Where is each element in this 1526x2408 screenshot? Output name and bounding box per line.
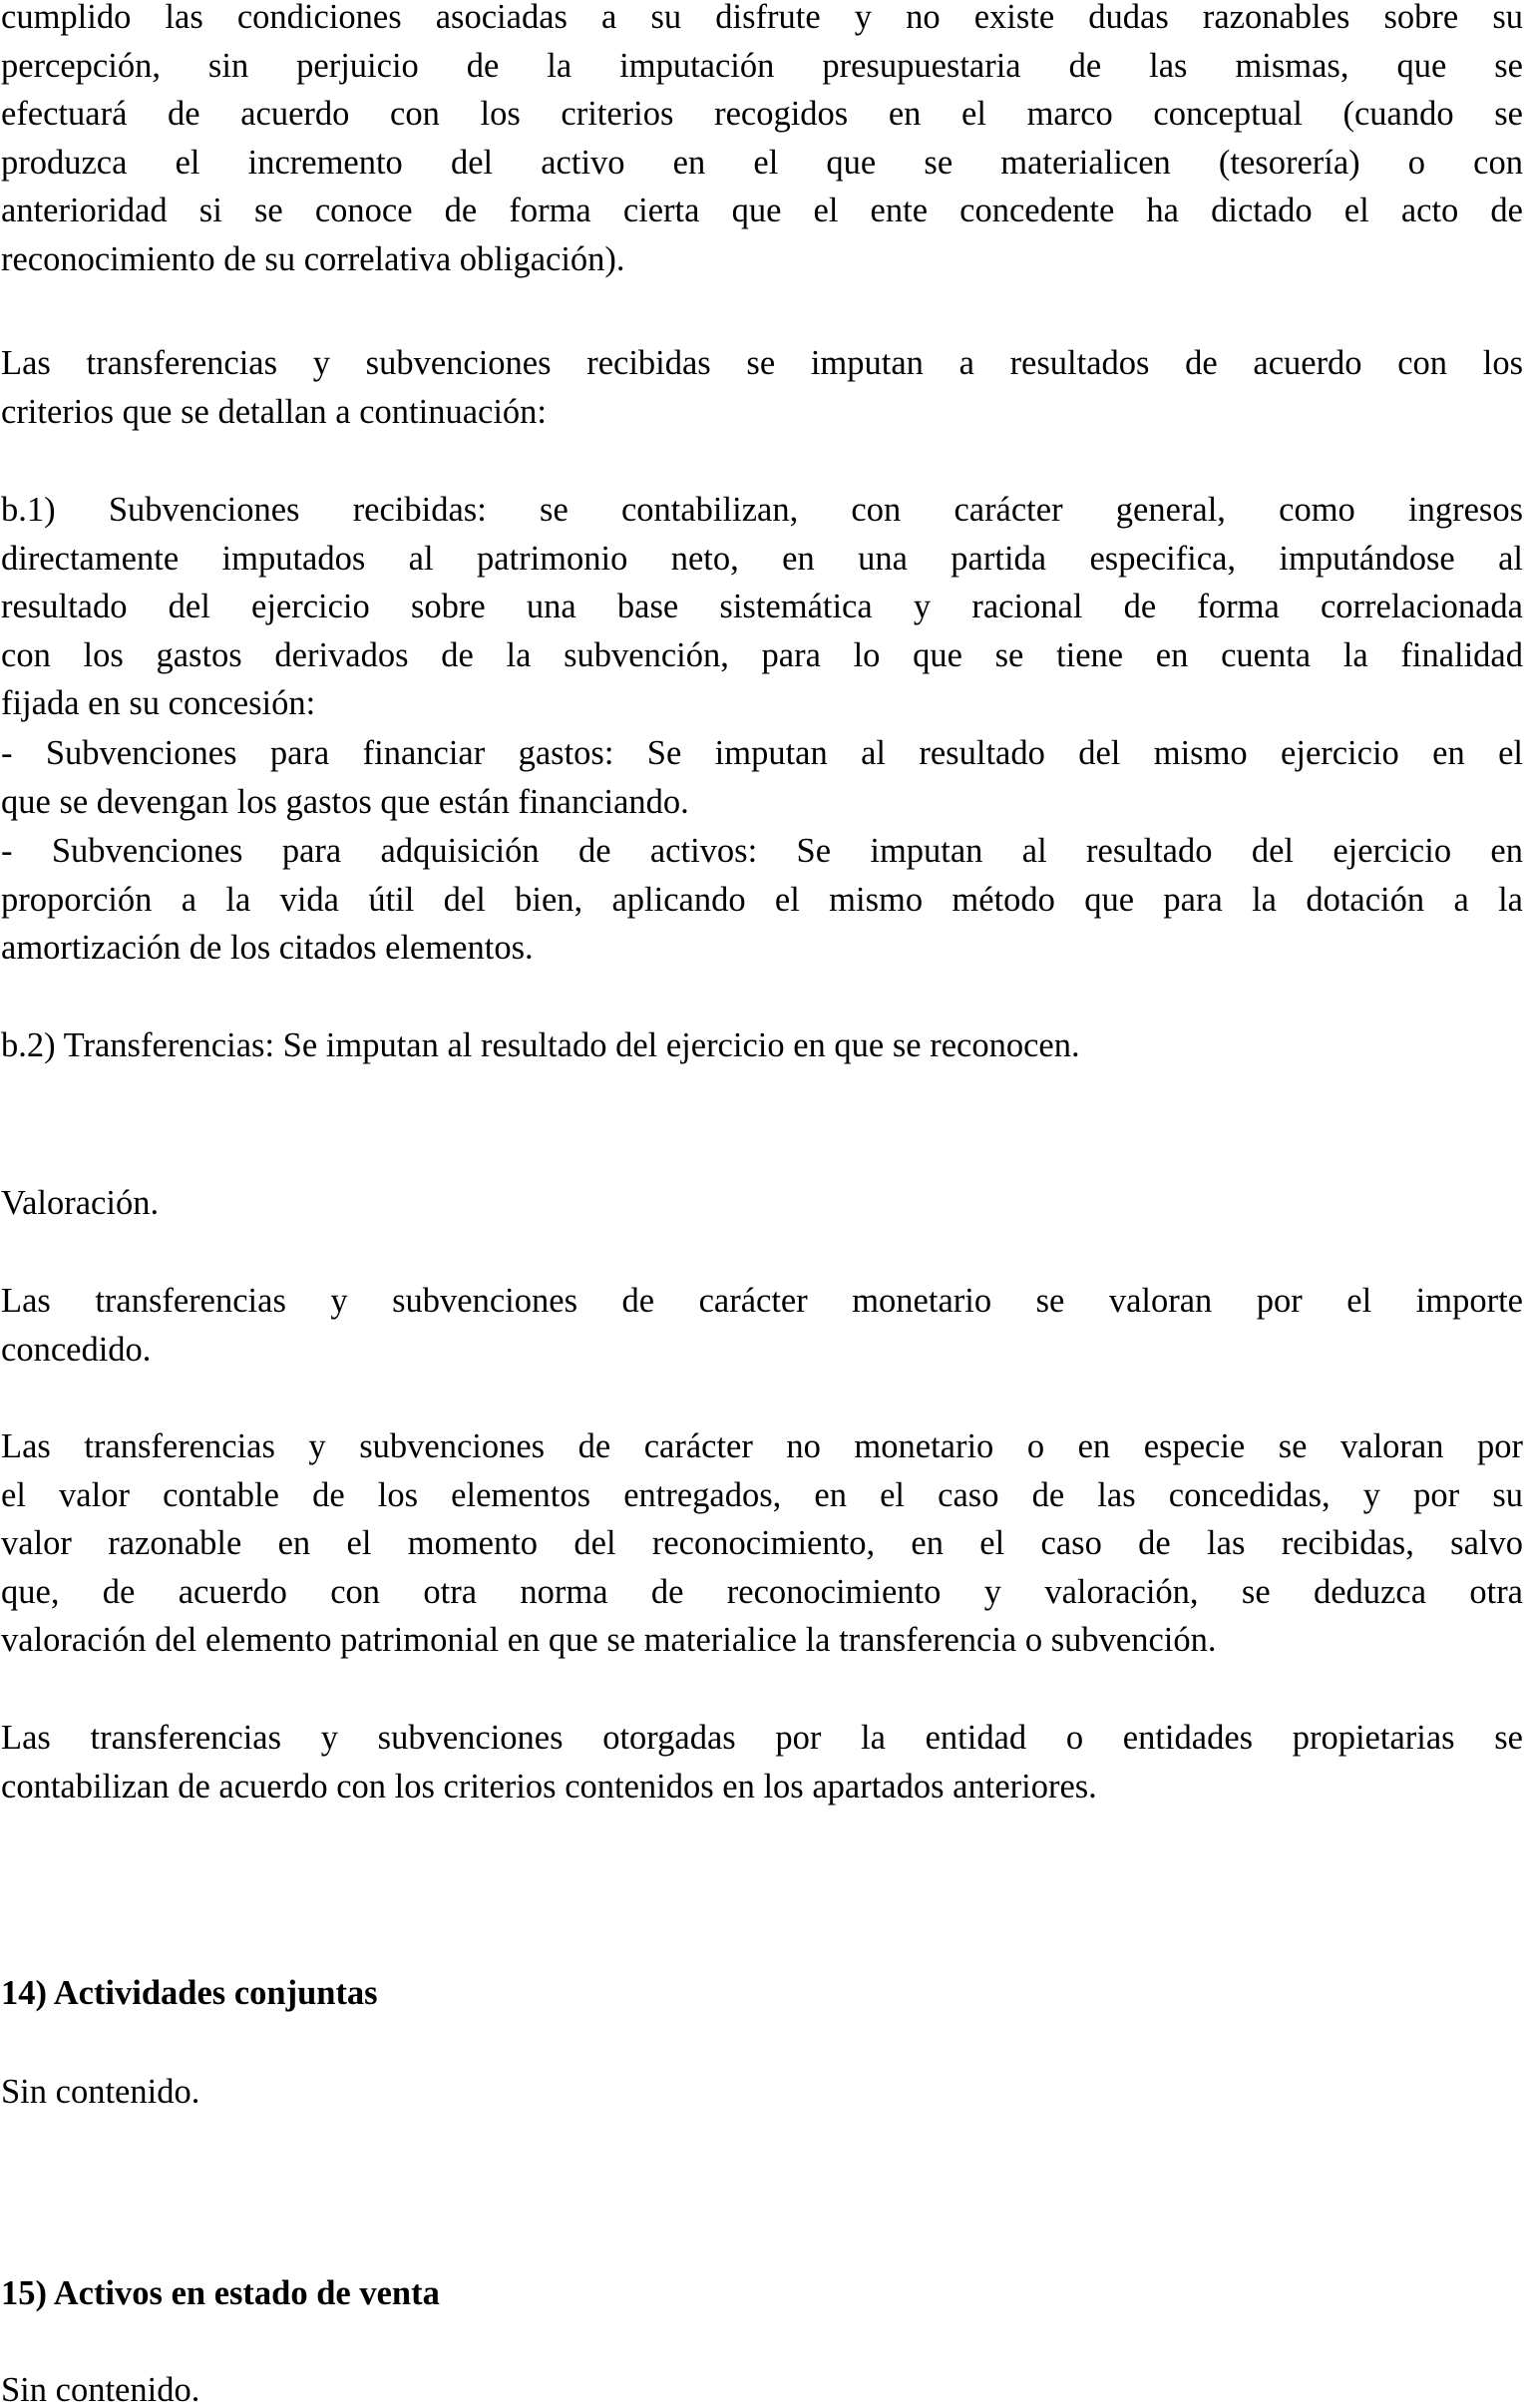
text-line: concedido.	[1, 1330, 152, 1369]
text-line: anterioridad si se conoce de forma cierta que el ente concedente ha dictado el acto de	[1, 192, 1523, 230]
text-line: con los gastos derivados de la subvención, para lo que se tiene en cuenta la finalidad	[1, 635, 1523, 674]
text-line: reconocimiento de su correlativa obligación).	[1, 239, 625, 278]
text-line: Las transferencias y subvenciones de carácter no monetario o en especie se valoran por	[1, 1427, 1523, 1465]
text-line: contabilizan de acuerdo con los criterios contenidos en los apartados anteriores.	[1, 1767, 1097, 1806]
paragraph-recognition-conditions	[1, 0, 1523, 284]
list-item-subvenciones-gastos	[1, 729, 1523, 826]
section-heading-actividades-conjuntas	[1, 1969, 1523, 2018]
text-line: fijada en su concesión:	[1, 684, 316, 723]
paragraph-imputation-criteria	[1, 339, 1523, 436]
text-line: criterios que se detallan a continuación:	[1, 392, 547, 431]
text-line: valor razonable en el momento del reconocimiento, en el caso de las recibidas, salvo	[1, 1524, 1523, 1563]
text-line: - Subvenciones para adquisición de activos: Se imputan al resultado del ejercicio en	[1, 832, 1523, 870]
section-body-activos-venta	[1, 2366, 1523, 2408]
heading-text: 14) Actividades conjuntas	[1, 1974, 378, 2012]
text-line: Sin contenido.	[1, 2371, 200, 2408]
section-body-actividades-conjuntas	[1, 2068, 1523, 2117]
paragraph-valoracion-no-monetario	[1, 1422, 1523, 1665]
paragraph-valoracion-title	[1, 1179, 1523, 1228]
text-line: Las transferencias y subvenciones otorgadas por la entidad o entidades propietarias se	[1, 1719, 1523, 1757]
text-line: percepción, sin perjuicio de la imputación presupuestaria de las mismas, que se	[1, 46, 1523, 85]
list-item-subvenciones-activos	[1, 827, 1523, 973]
text-line: Las transferencias y subvenciones recibidas se imputan a resultados de acuerdo con los	[1, 344, 1523, 382]
text-line: amortización de los citados elementos.	[1, 929, 534, 968]
paragraph-b2-transferencias	[1, 1021, 1523, 1070]
text-line: - Subvenciones para financiar gastos: Se imputan al resultado del mismo ejercicio en el	[1, 734, 1523, 772]
text-line: Sin contenido.	[1, 2073, 200, 2111]
text-line: efectuará de acuerdo con los criterios recogidos en el marco conceptual (cuando se	[1, 95, 1523, 134]
text-line: produzca el incremento del activo en el que se materialicen (tesorería) o con	[1, 143, 1523, 182]
text-line: b.1) Subvenciones recibidas: se contabilizan, con carácter general, como ingresos	[1, 491, 1523, 529]
text-line: b.2) Transferencias: Se imputan al resultado del ejercicio en que se reconocen.	[1, 1026, 1080, 1064]
section-heading-activos-venta	[1, 2269, 1523, 2318]
paragraph-b1-subvenciones-recibidas	[1, 486, 1523, 728]
text-line: directamente imputados al patrimonio neto, en una partida especifica, imputándose al	[1, 539, 1523, 578]
heading-text: 15) Activos en estado de venta	[1, 2274, 440, 2312]
paragraph-subvenciones-otorgadas	[1, 1714, 1523, 1810]
paragraph-valoracion-monetario	[1, 1277, 1523, 1374]
text-line: cumplido las condiciones asociadas a su disfrute y no existe dudas razonables sobre su	[1, 0, 1523, 36]
text-line: valoración del elemento patrimonial en que se materialice la transferencia o subvención.	[1, 1621, 1217, 1660]
text-line: resultado del ejercicio sobre una base sistemática y racional de forma correlacionada	[1, 588, 1523, 626]
text-line: Valoración.	[1, 1184, 160, 1222]
text-line: que se devengan los gastos que están financiando.	[1, 782, 689, 821]
text-line: el valor contable de los elementos entregados, en el caso de las concedidas, y por su	[1, 1475, 1523, 1514]
text-line: Las transferencias y subvenciones de carácter monetario se valoran por el importe	[1, 1282, 1523, 1320]
text-line: proporción a la vida útil del bien, aplicando el mismo método que para la dotación a la	[1, 880, 1523, 919]
text-line: que, de acuerdo con otra norma de reconocimiento y valoración, se deduzca otra	[1, 1572, 1523, 1611]
